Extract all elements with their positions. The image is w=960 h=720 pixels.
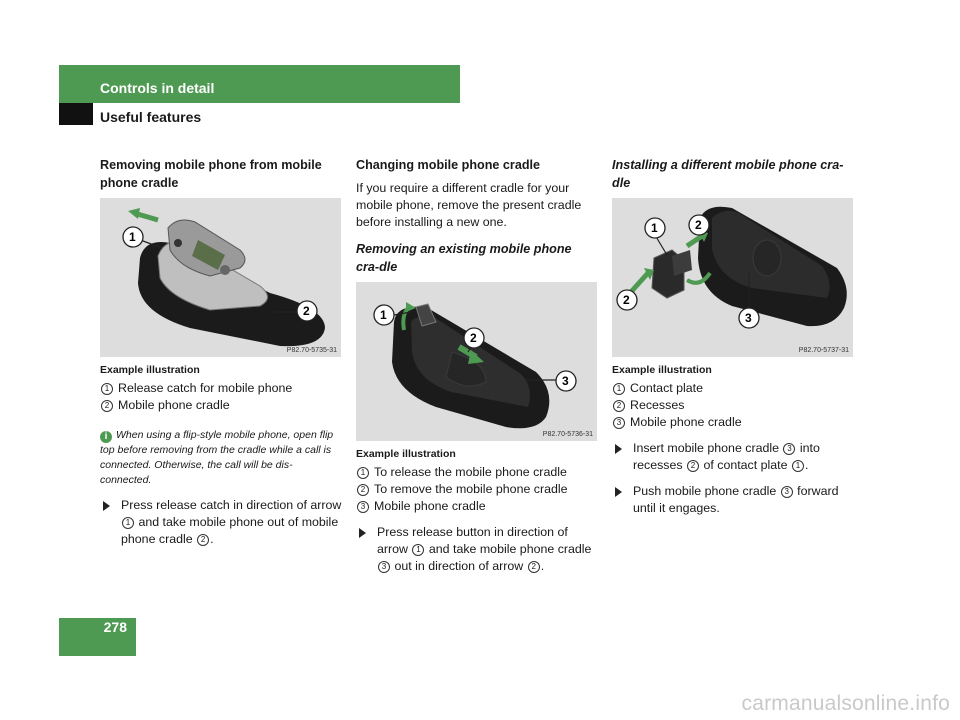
heading-removing-phone: Removing mobile phone from mobile phone cradle — [100, 158, 322, 190]
callout-2b: 2 — [623, 293, 630, 307]
instruction-step: Press release catch in direction of arrow 1 and take mobile phone out of mobile phone cradle 2 . — [100, 497, 342, 548]
callout-1: 1 — [651, 221, 658, 235]
figure-caption: Example illustration — [612, 364, 712, 376]
figure-code: P82.70-5737-31 — [798, 347, 849, 354]
legend-list — [356, 464, 598, 515]
figure-code: P82.70-5735-31 — [286, 347, 337, 354]
bullet-triangle-icon — [359, 528, 366, 538]
legend-item: 1 To release the mobile phone cradle — [356, 464, 598, 481]
callout-2: 2 — [470, 331, 477, 345]
section-title: Controls in detail — [100, 80, 215, 96]
legend-item: 1 Contact plate — [612, 380, 854, 397]
info-note: i When using a flip-style mobile phone, open flip top before removing from the cradle while a call is connected. Otherwise, the call will be dis-connected. — [100, 429, 334, 486]
figure-removing-phone — [100, 198, 341, 357]
callout-3: 3 — [745, 311, 752, 325]
subheading-removing-cradle: Removing an existing mobile phone cra-dle — [356, 242, 572, 274]
instruction-step: Push mobile phone cradle 3 forward until it engages. — [612, 483, 854, 517]
info-icon: i — [100, 431, 112, 443]
illustration-phone-in-cradle — [100, 198, 341, 357]
instruction-step: Press release button in direction of arrow 1 and take mobile phone cradle 3 out in direction of arrow 2 . — [356, 524, 598, 575]
bullet-triangle-icon — [103, 501, 110, 511]
intro-paragraph: If you require a different cradle for your mobile phone, remove the present cradle before installing a new one. — [356, 181, 582, 229]
illustration-cradle-removal — [356, 282, 597, 441]
figure-installing-cradle — [612, 198, 853, 357]
callout-1: 1 — [380, 308, 387, 322]
legend-item: 2 Mobile phone cradle — [100, 397, 342, 414]
heading-installing-cradle: Installing a different mobile phone cra-dle — [612, 158, 844, 190]
column-changing-cradle — [356, 156, 598, 575]
column-removing-phone — [100, 156, 342, 548]
legend-item: 2 To remove the mobile phone cradle — [356, 481, 598, 498]
figure-code: P82.70-5736-31 — [542, 431, 593, 438]
legend-list — [100, 380, 342, 414]
callout-3: 3 — [562, 374, 569, 388]
figure-caption: Example illustration — [356, 448, 456, 460]
bullet-triangle-icon — [615, 487, 622, 497]
legend-list — [612, 380, 854, 431]
instruction-step: Insert mobile phone cradle 3 into recesses 2 of contact plate 1 . — [612, 440, 854, 474]
subsection-title: Useful features — [100, 109, 202, 125]
bullet-triangle-icon — [615, 444, 622, 454]
header-corner-block — [59, 103, 93, 125]
page-number: 278 — [103, 619, 127, 635]
column-installing-cradle — [612, 156, 854, 517]
legend-item: 3 Mobile phone cradle — [356, 498, 598, 515]
figure-caption: Example illustration — [100, 364, 200, 376]
figure-removing-cradle — [356, 282, 597, 441]
callout-2: 2 — [303, 304, 310, 318]
illustration-cradle-install — [612, 198, 853, 357]
callout-2: 2 — [695, 218, 702, 232]
page-number-box — [59, 618, 136, 656]
legend-item: 1 Release catch for mobile phone — [100, 380, 342, 397]
callout-1: 1 — [129, 230, 136, 244]
watermark: carmanualsonline.info — [741, 692, 950, 715]
heading-changing-cradle: Changing mobile phone cradle — [356, 158, 541, 172]
legend-item: 2 Recesses — [612, 397, 854, 414]
legend-item: 3 Mobile phone cradle — [612, 414, 854, 431]
